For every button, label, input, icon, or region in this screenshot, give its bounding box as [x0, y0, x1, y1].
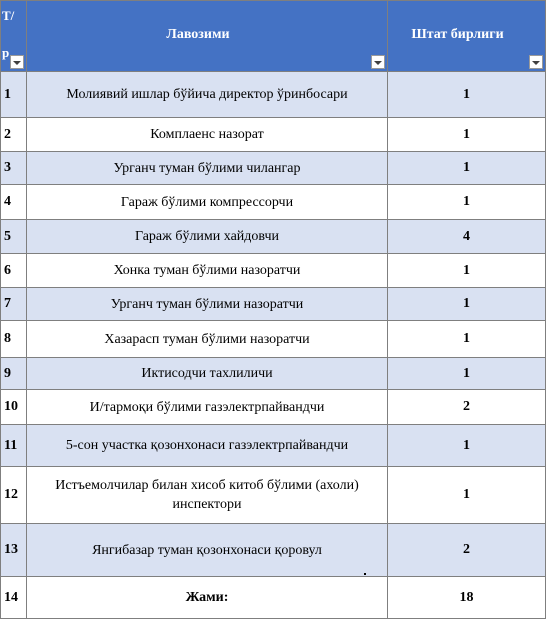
row-count: 1 [388, 467, 546, 524]
row-num: 14 [1, 577, 27, 619]
header-count-label: Штат бирлиги [411, 26, 504, 42]
row-num: 7 [1, 288, 27, 321]
table-row [1, 254, 546, 288]
row-num: 6 [1, 254, 27, 288]
row-count: 1 [388, 288, 546, 321]
row-position: Молиявий ишлар бўйича директор ўринбосари [27, 72, 388, 118]
row-num: 1 [1, 72, 27, 118]
row-position: Урганч туман бўлими чилангар [27, 152, 388, 185]
table-row [1, 152, 546, 185]
row-position: Урганч туман бўлими назоратчи [27, 288, 388, 321]
row-num: 13 [1, 524, 27, 577]
row-num: 2 [1, 118, 27, 152]
header-position [27, 1, 388, 72]
row-num: 5 [1, 220, 27, 254]
row-position: Гараж бўлими компрессорчи [27, 185, 388, 220]
row-num: 10 [1, 390, 27, 425]
row-count: 1 [388, 425, 546, 467]
row-position: Комплаенс назорат [27, 118, 388, 152]
row-count: 1 [388, 118, 546, 152]
table-row [1, 321, 546, 358]
row-position: Гараж бўлими хайдовчи [27, 220, 388, 254]
table-row [1, 288, 546, 321]
row-count: 2 [388, 524, 546, 577]
row-count: 1 [388, 152, 546, 185]
header-num-label: Т/р [2, 8, 15, 60]
filter-dropdown-icon[interactable] [529, 55, 543, 69]
table-row [1, 118, 546, 152]
row-position: Янгибазар туман қозонхонаси қоровул [27, 524, 388, 577]
header-position-label: Лавозими [166, 26, 230, 42]
row-count: 1 [388, 72, 546, 118]
row-num: 9 [1, 358, 27, 390]
table-row [1, 425, 546, 467]
total-count: 18 [388, 577, 546, 619]
header-count [388, 1, 546, 72]
row-position: И/тармоқи бўлими газэлектрпайвандчи [27, 390, 388, 425]
total-label: Жами: [27, 577, 388, 619]
total-row [1, 577, 546, 619]
row-num: 11 [1, 425, 27, 467]
filter-dropdown-icon[interactable] [371, 55, 385, 69]
row-num: 4 [1, 185, 27, 220]
row-position: Хазарасп туман бўлими назоратчи [27, 321, 388, 358]
filter-dropdown-icon[interactable] [10, 55, 24, 69]
row-position: Иктисодчи тахлиличи [27, 358, 388, 390]
table-row [1, 524, 546, 577]
table-row [1, 220, 546, 254]
row-count: 1 [388, 185, 546, 220]
row-num: 8 [1, 321, 27, 358]
row-position: 5-сон участка қозонхонаси газэлектрпайвандчи [27, 425, 388, 467]
row-count: 1 [388, 254, 546, 288]
header-row [1, 1, 546, 72]
table-row [1, 390, 546, 425]
row-num: 12 [1, 467, 27, 524]
row-count: 1 [388, 321, 546, 358]
stray-dot [364, 573, 366, 575]
row-count: 2 [388, 390, 546, 425]
row-position: Истъемолчилар билан хисоб китоб бўлими (ахоли) инспектори [27, 467, 388, 524]
table-row [1, 185, 546, 220]
header-num [1, 1, 27, 72]
table-row [1, 72, 546, 118]
row-position: Хонка туман бўлими назоратчи [27, 254, 388, 288]
row-num: 3 [1, 152, 27, 185]
row-count: 4 [388, 220, 546, 254]
table-row [1, 467, 546, 524]
table-row [1, 358, 546, 390]
row-count: 1 [388, 358, 546, 390]
